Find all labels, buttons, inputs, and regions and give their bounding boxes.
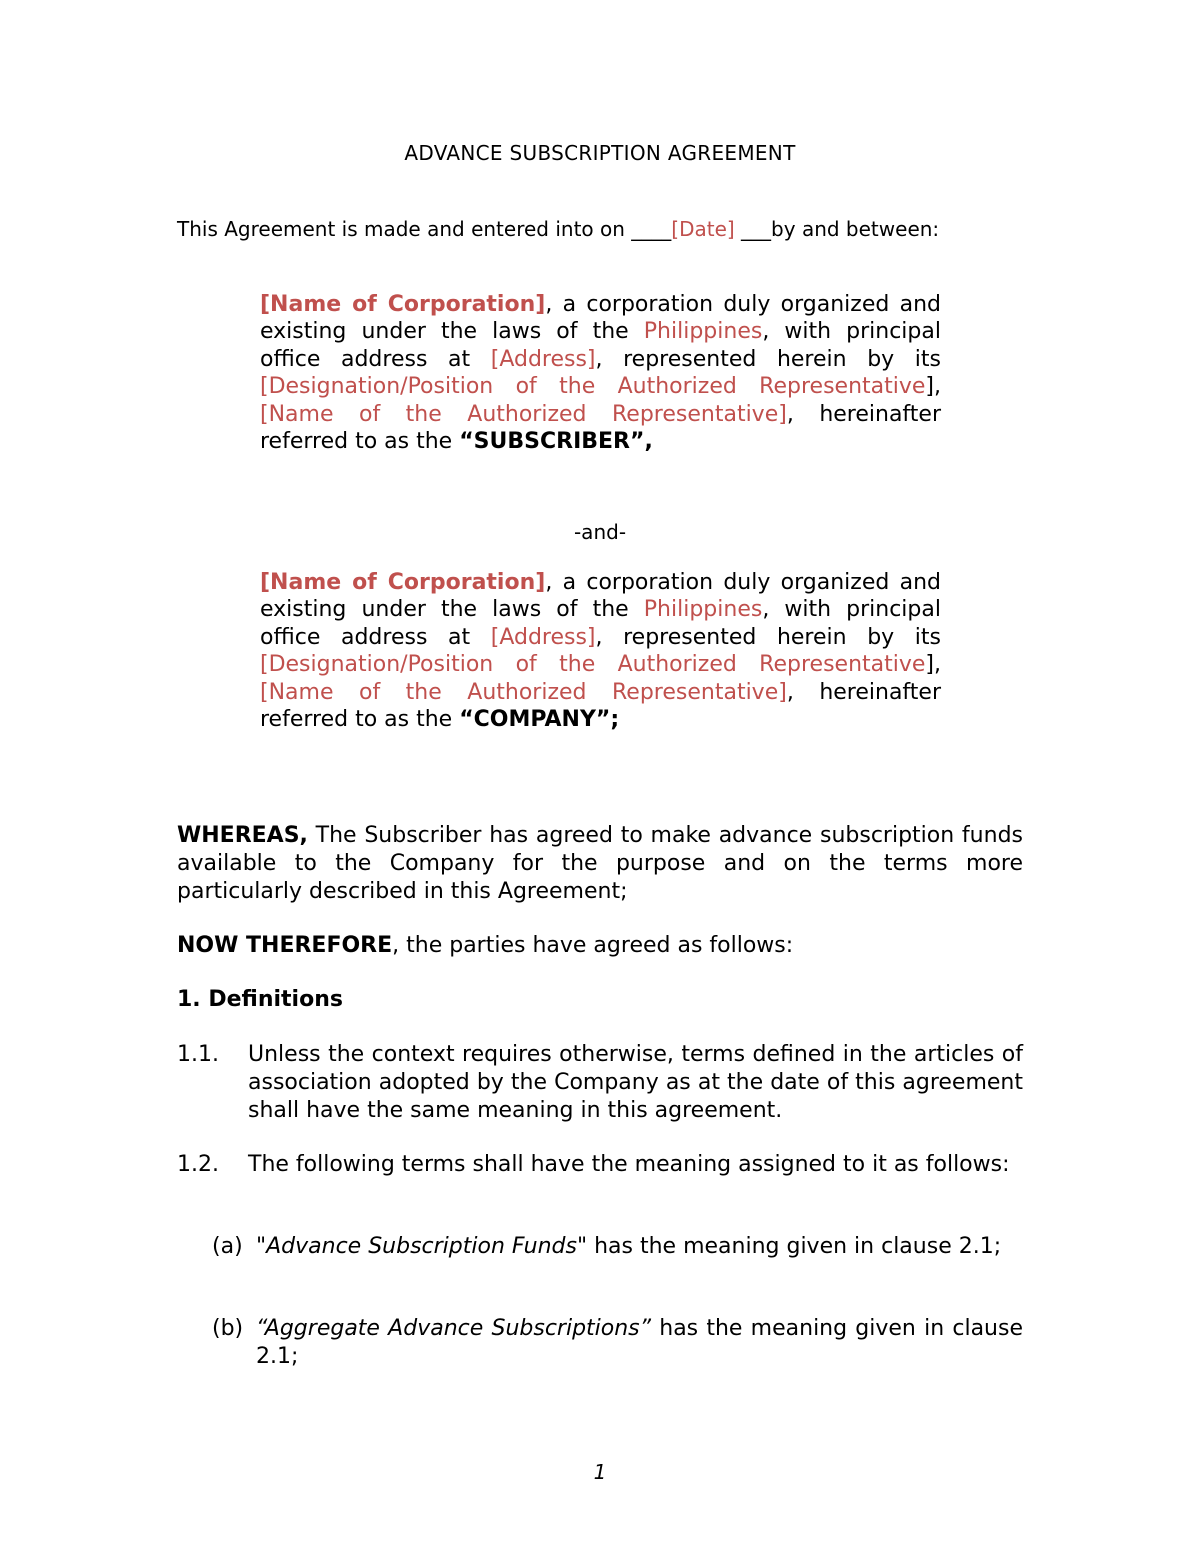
quote-open: “ (256, 1316, 265, 1341)
whereas-text: The Subscriber has agreed to make advance subscription funds available to the Company for the purpose and on the terms more particularly described in this Agreement; (177, 823, 1023, 904)
definition-text: has the meaning given in clause 2.1; (587, 1234, 1002, 1259)
now-therefore-lead: NOW THEREFORE (177, 933, 393, 958)
document-title: ADVANCE SUBSCRIPTION AGREEMENT (404, 141, 796, 165)
subclause-number: (a) (212, 1234, 243, 1259)
clause-number: 1.1. (177, 1042, 219, 1067)
party-text: ], (925, 652, 941, 678)
party-text: ], (925, 374, 941, 400)
address-placeholder: [Address] (490, 346, 596, 372)
rep-name-placeholder: [Name of the Authorized Representative] (260, 679, 787, 705)
whereas-lead: WHEREAS, (177, 823, 308, 848)
party-text: , represented herein by its (595, 346, 941, 372)
now-therefore-paragraph (177, 932, 1023, 960)
clause-text: Unless the context requires otherwise, terms defined in the articles of association adopted by the Company as at the date of this agreement shall have the same meaning in this agreement. (248, 1042, 1023, 1123)
party-text: , a corporation duly organized and existing under the laws of the (260, 292, 942, 345)
corp-name-placeholder: [Name of Corporation] (260, 570, 546, 595)
quote-open: " (256, 1234, 267, 1259)
country-placeholder: Philippines (643, 597, 763, 623)
designation-placeholder: [Designation/Position of the Authorized Representative (260, 374, 926, 400)
party-text: , a corporation duly organized and existing under the laws of the (260, 570, 942, 623)
subclause-b (212, 1315, 1023, 1371)
quote-close: " (576, 1234, 588, 1259)
definition-text: has the meaning given in clause 2.1; (256, 1316, 1023, 1369)
subclause-number: (b) (212, 1316, 244, 1341)
intro-line (177, 217, 939, 241)
defined-term: Aggregate Advance Subscriptions (264, 1316, 640, 1341)
whereas-paragraph (177, 822, 1023, 905)
subclause-a (212, 1233, 1023, 1261)
subclause-text (256, 1315, 1023, 1371)
clause-1-2 (177, 1151, 1023, 1179)
party-role: “SUBSCRIBER”, (459, 429, 653, 455)
clause-text: The following terms shall have the meaning assigned to it as follows: (248, 1152, 1010, 1177)
designation-placeholder: [Designation/Position of the Authorized Representative (260, 652, 926, 678)
now-therefore-text: , the parties have agreed as follows: (392, 933, 794, 958)
party-role: “COMPANY”; (459, 707, 620, 733)
party-text: , represented herein by its (595, 624, 941, 650)
intro-suffix: ___by and between: (734, 217, 940, 241)
page-number: 1 (593, 1460, 607, 1484)
country-placeholder: Philippines (643, 319, 763, 345)
corp-name-placeholder: [Name of Corporation] (260, 292, 546, 317)
quote-close: ” (639, 1316, 652, 1341)
clause-1-1 (177, 1041, 1023, 1124)
intro-prefix: This Agreement is made and entered into on ____ (177, 217, 672, 241)
party-text: , with principal office address at (260, 319, 941, 372)
party-text: , hereinafter referred to as the (260, 401, 941, 455)
address-placeholder: [Address] (490, 624, 596, 650)
party-text: , with principal office address at (260, 597, 941, 650)
and-separator: -and- (573, 520, 627, 544)
rep-name-placeholder: [Name of the Authorized Representative] (260, 401, 787, 427)
party-text: , hereinafter referred to as the (260, 679, 941, 733)
section-heading: 1. Definitions (177, 987, 343, 1012)
party-company (260, 569, 941, 733)
date-placeholder: [Date] (671, 217, 735, 241)
defined-term: Advance Subscription Funds (266, 1234, 577, 1259)
party-subscriber (260, 291, 941, 455)
clause-number: 1.2. (177, 1152, 219, 1177)
subclause-text (256, 1233, 1023, 1261)
